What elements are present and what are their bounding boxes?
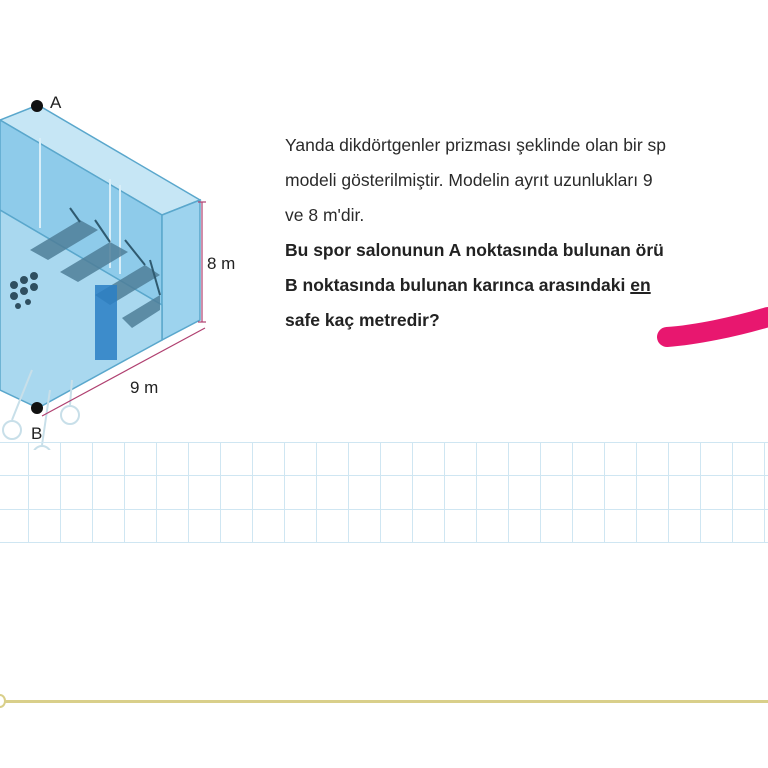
highlighter-stroke <box>655 305 768 350</box>
problem-line-1: Yanda dikdörtgenler prizması şeklinde olan bir sp <box>285 135 666 155</box>
point-a <box>31 100 43 112</box>
problem-line-2: modeli gösterilmiştir. Modelin ayrıt uzunlukları 9 <box>285 170 653 190</box>
timeline-track[interactable] <box>0 700 768 703</box>
point-b <box>31 402 43 414</box>
question-line-1: Bu spor salonunun A noktasında bulunan örü <box>285 240 664 260</box>
timeline-knob[interactable] <box>0 694 6 708</box>
label-b: B <box>31 424 43 443</box>
prism-figure <box>0 90 260 450</box>
width-label: 9 m <box>130 378 159 397</box>
height-label: 8 m <box>207 254 236 273</box>
question-line-2-prefix: B noktasında bulunan karınca arasındaki <box>285 275 631 295</box>
problem-line-3: ve 8 m'dir. <box>285 205 365 225</box>
grid-paper <box>0 442 768 543</box>
question-line-3: safe kaç metredir? <box>285 310 440 330</box>
label-a: A <box>50 93 62 112</box>
question-underlined-word: en <box>630 275 651 295</box>
question-line-2 <box>285 268 768 303</box>
